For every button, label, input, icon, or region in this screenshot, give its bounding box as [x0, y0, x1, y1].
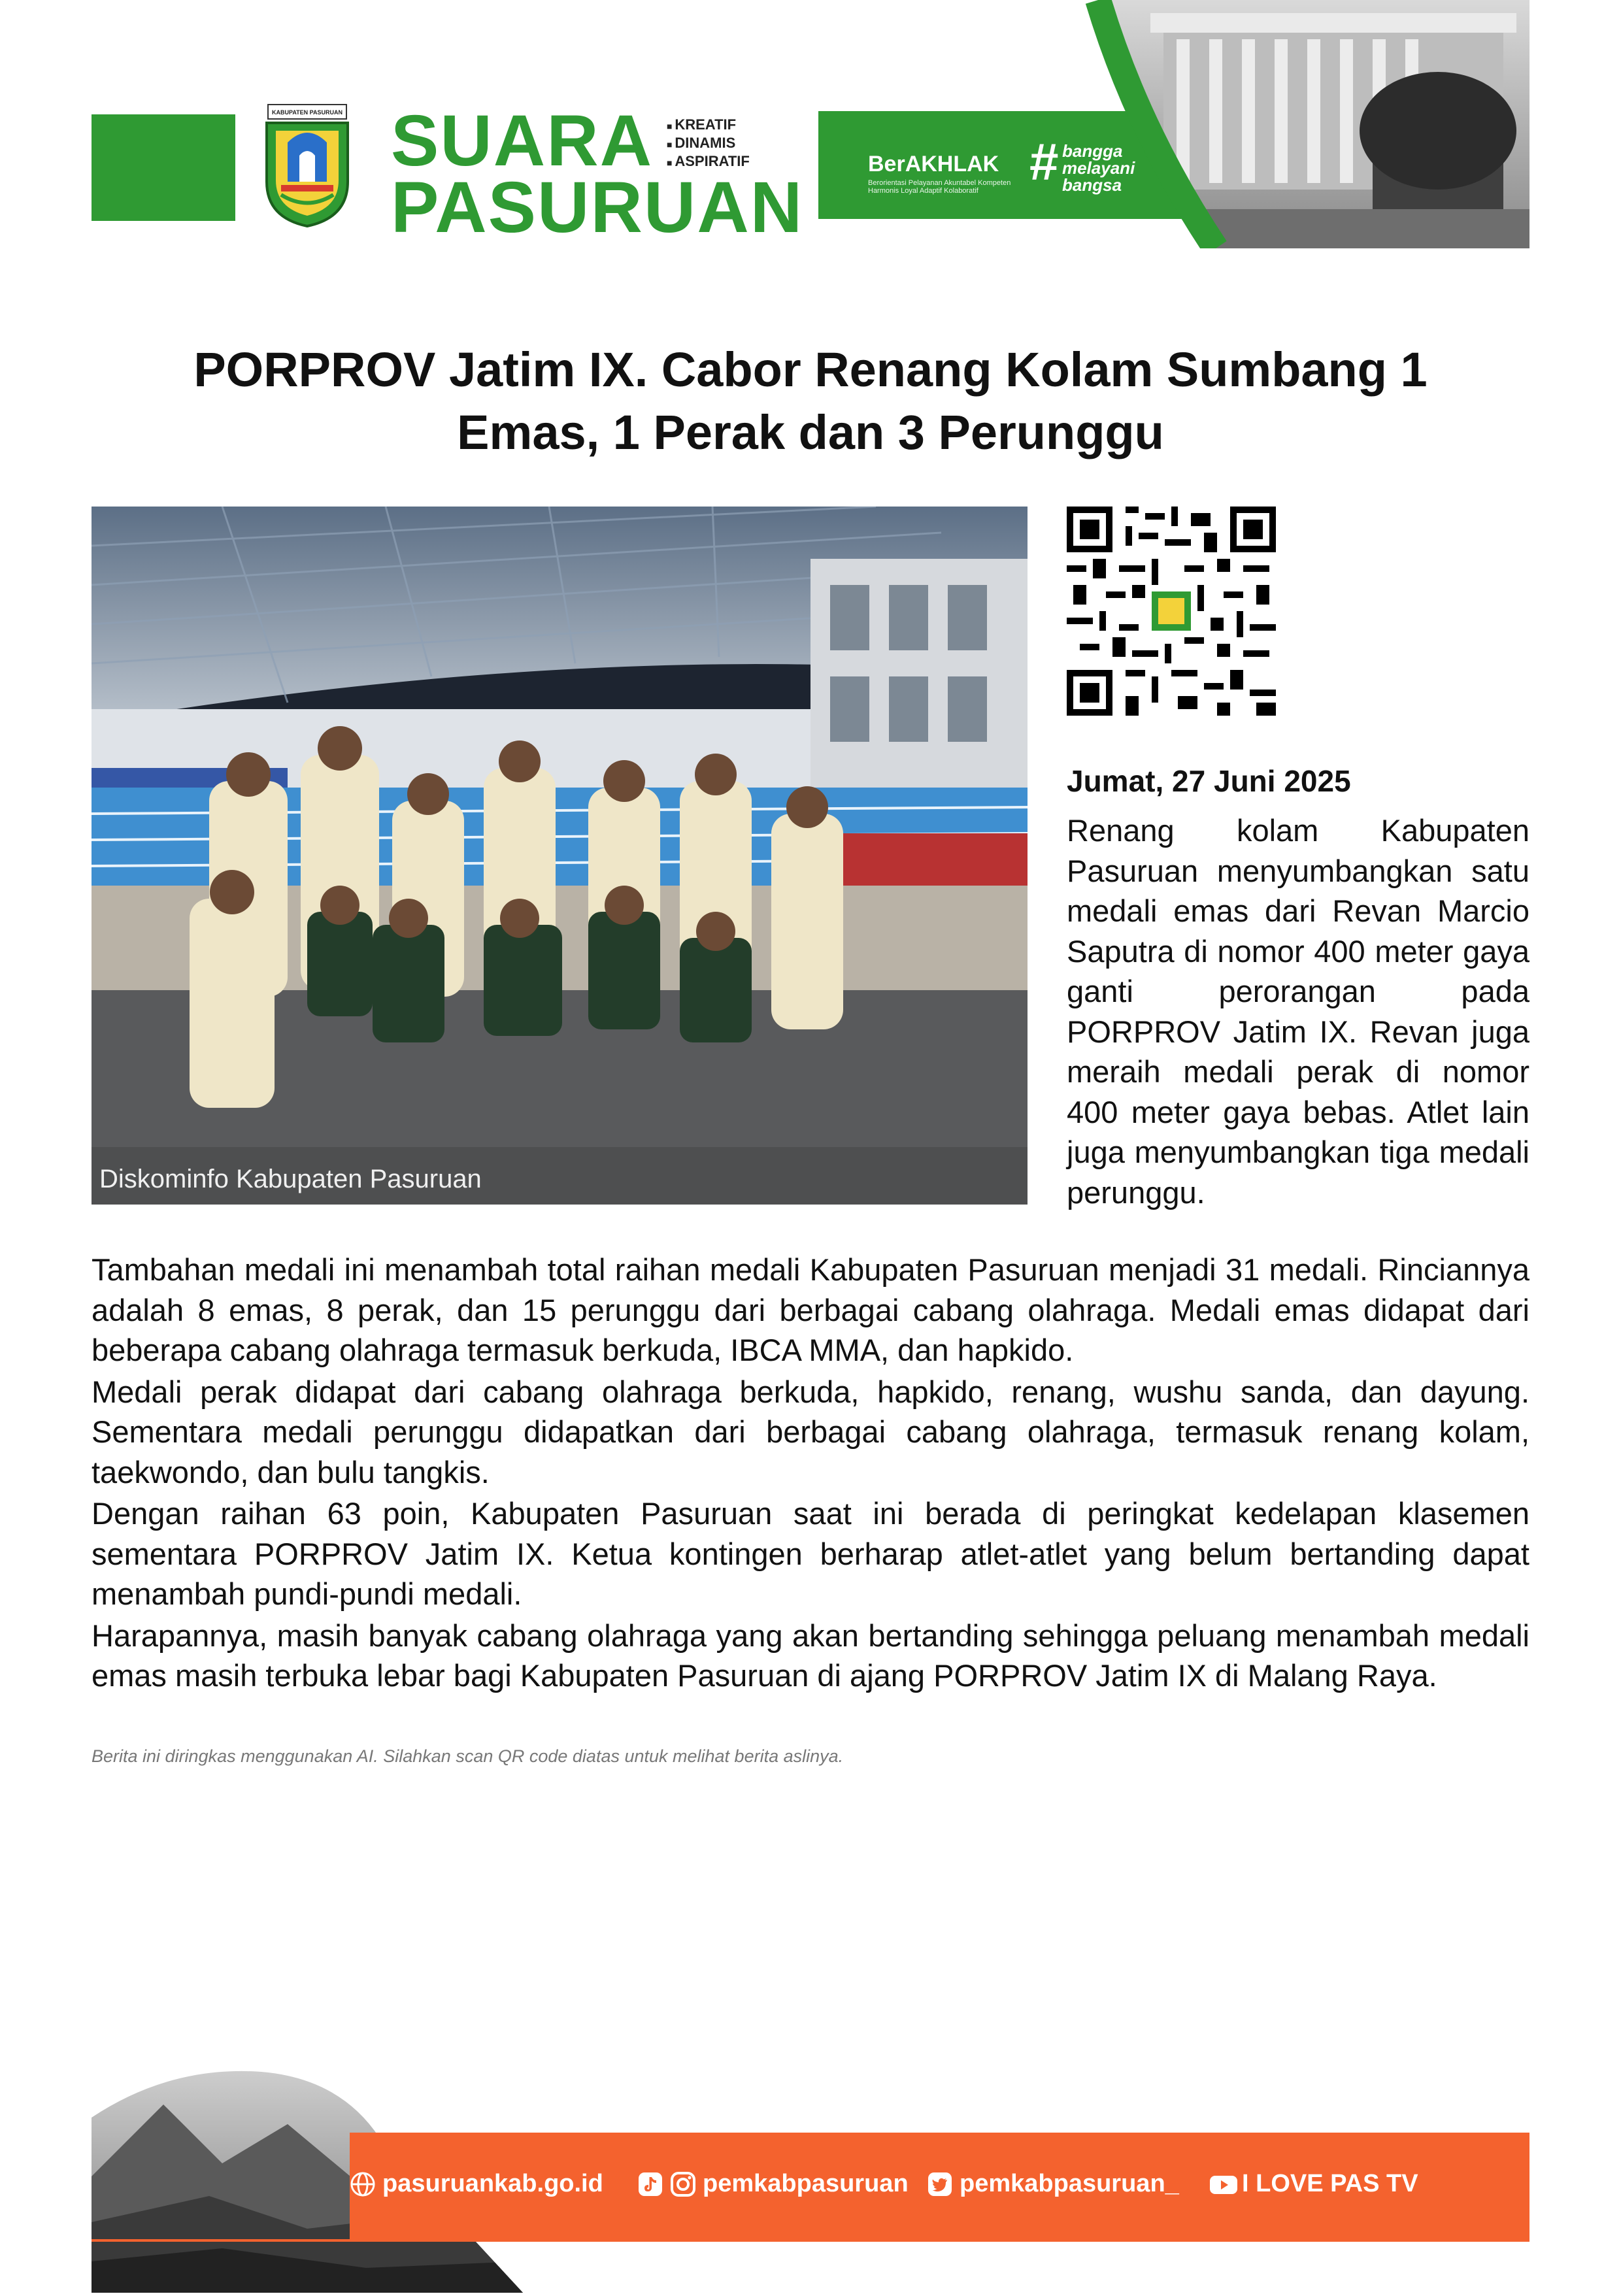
svg-text:KABUPATEN PASURUAN: KABUPATEN PASURUAN	[272, 109, 343, 116]
footer-social-link[interactable]	[637, 2170, 909, 2198]
footer-divider-line	[92, 2239, 1529, 2242]
footer-youtube-link[interactable]	[1209, 2170, 1418, 2198]
footer-social-text: pemkabpasuruan	[703, 2170, 909, 2197]
brand-taglines	[667, 116, 750, 171]
instagram-icon	[670, 2171, 696, 2197]
article-paragraph: Harapannya, masih banyak cabang olahraga yang akan bertanding sehingga peluang menambah medali emas masih terbuka lebar bagi Kabupaten Pasuruan di ajang PORPROV Jatim IX di Malang Raya.	[92, 1618, 1529, 1693]
article-lead: Renang kolam Kabupaten Pasuruan menyumbangkan satu medali emas dari Revan Marcio Saputra di nomor 400 meter gaya ganti perorangan pada PORPROV Jatim IX. Revan juga meraih medali perak di nomor 400 meter gaya bebas. Atlet lain juga menyumbangkan tiga medali perunggu.	[1067, 813, 1529, 1210]
header-green-block-left	[92, 114, 235, 221]
footer-twitter-text: pemkabpasuruan_	[960, 2170, 1179, 2197]
qr-code[interactable]	[1067, 507, 1276, 716]
footer-website-text: pasuruankab.go.id	[382, 2170, 603, 2197]
swimming-team-photo	[92, 507, 1028, 1205]
photo-credit: Diskominfo Kabupaten Pasuruan	[99, 1165, 482, 1193]
article-title-line-1: PORPROV Jatim IX. Cabor Renang Kolam Sumbang 1	[193, 342, 1428, 397]
brand-line-1: SUARA	[391, 101, 654, 181]
ai-disclaimer: Berita ini diringkas menggunakan AI. Silahkan scan QR code diatas untuk melihat berita aslinya.	[92, 1746, 844, 1766]
globe-icon	[350, 2171, 376, 2197]
twitter-icon	[927, 2171, 953, 2197]
kabupaten-pasuruan-crest	[261, 103, 353, 227]
bangga-melayani-bangsa	[1062, 142, 1135, 193]
article-title-line-2: Emas, 1 Perak dan 3 Perunggu	[457, 405, 1164, 459]
article-body	[92, 1250, 1529, 1697]
bangga-line: bangga	[1062, 141, 1123, 161]
government-building-photo	[1020, 0, 1529, 248]
youtube-icon	[1209, 2171, 1235, 2197]
berakhlak-subtitle: Berorientasi Pelayanan Akuntabel Kompeten Harmonis Loyal Adaptif Kolaboratif	[868, 179, 1011, 195]
bangga-line: melayani	[1062, 158, 1135, 178]
article-paragraph: Dengan raihan 63 poin, Kabupaten Pasuruan saat ini berada di peringkat kedelapan klasemen sementara PORPROV Jatim IX. Ketua kontingen berharap atlet-atlet yang belum bertanding dapat menambah pundi-pundi medali.	[92, 1496, 1529, 1611]
tagline-item: ■ DINAMIS	[667, 135, 750, 153]
article-paragraph: Medali perak didapat dari cabang olahraga berkuda, hapkido, renang, wushu sanda, dan dayung. Sementara medali perunggu didapatkan dari berbagai cabang olahraga, termasuk renang kolam, taekwondo, dan bulu tangkis.	[92, 1374, 1529, 1489]
hashtag-icon: #	[1029, 133, 1059, 191]
berakhlak-label: BerAKHLAK	[868, 152, 999, 176]
bangga-line: bangsa	[1062, 175, 1122, 195]
article-date: Jumat, 27 Juni 2025	[1067, 764, 1351, 798]
article-title	[92, 339, 1529, 464]
brand-line-2: PASURUAN	[391, 167, 804, 248]
tiktok-icon	[637, 2171, 663, 2197]
footer-youtube-text: I LOVE PAS TV	[1242, 2170, 1418, 2197]
tagline-item: ■ KREATIF	[667, 116, 750, 135]
tagline-item: ■ ASPIRATIF	[667, 153, 750, 171]
footer-website-link[interactable]	[350, 2170, 603, 2198]
article-paragraph: Tambahan medali ini menambah total raihan medali Kabupaten Pasuruan menjadi 31 medali. Rinciannya adalah 8 emas, 8 perak, dan 15 perunggu dari berbagai cabang olahraga. Medali emas didapat dari beberapa cabang olahraga termasuk berkuda, IBCA MMA, dan hapkido.	[92, 1252, 1529, 1367]
footer-twitter-link[interactable]	[927, 2170, 1179, 2198]
